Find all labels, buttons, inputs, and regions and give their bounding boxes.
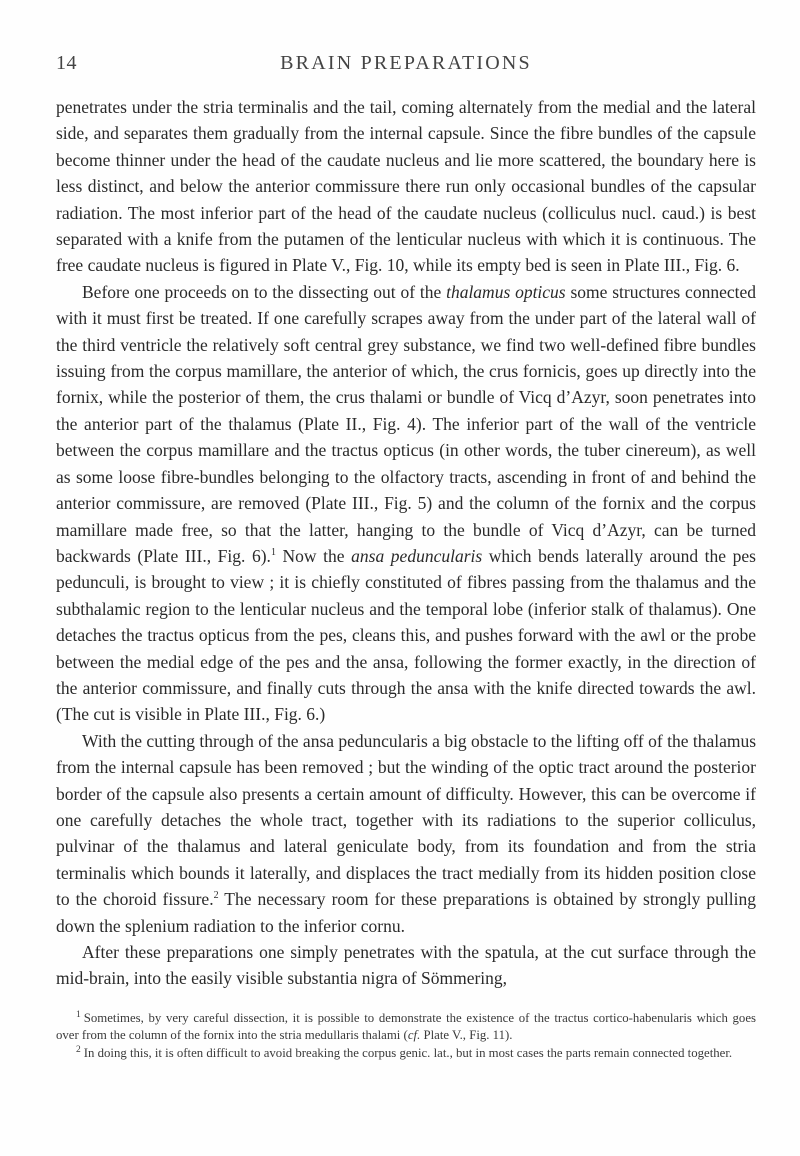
footnote xyxy=(56,1010,756,1045)
text-run: In doing this, it is often difficult to avoid breaking the corpus genic. lat., but in most cases the parts remain connected together. xyxy=(83,1046,733,1060)
paragraph xyxy=(56,279,756,728)
paragraph xyxy=(56,94,756,279)
footnote-reference: 2 xyxy=(213,890,219,902)
text-run: Now the xyxy=(275,545,352,566)
italic-term: thalamus opticus xyxy=(446,281,566,302)
footnote xyxy=(56,1045,756,1063)
text-run: With the cutting through of the ansa peduncularis a big obstacle to the lifting off of the thalamus from the internal capsule has been removed ; but the winding of the optic tract around the posterior border of the capsule also presents a certain amount of difficulty. However, this can be overcome if one carefully detaches the whole tract, together with its radiations to the superior colliculus, pulvinar of the thalamus and lateral geniculate body, from its foundation and from the stria terminalis which bounds it laterally, and displaces the tract medially from its hidden position close to the choroid fissure. xyxy=(56,730,757,910)
page-header xyxy=(56,52,756,80)
italic-term: cf. xyxy=(407,1028,421,1043)
text-run: Plate V., Fig. 11). xyxy=(420,1028,513,1043)
text-run: Before one proceeds on to the dissecting out of the xyxy=(82,281,447,302)
body-text xyxy=(56,94,756,992)
footnote-reference: 1 xyxy=(270,547,276,559)
paragraph xyxy=(56,939,756,992)
text-run: Sometimes, by very careful dissection, it is possible to demonstrate the existence of the tractus cortico-habenularis which goes over from the column of the fornix into the stria medullaris thalami ( xyxy=(56,1010,756,1043)
footnotes xyxy=(56,1010,756,1063)
text-run: The necessary room for these preparations is obtained by strongly pulling down the splenium radiation to the inferior cornu. xyxy=(56,889,756,936)
italic-term: ansa peduncularis xyxy=(351,545,483,566)
running-title: BRAIN PREPARATIONS xyxy=(280,52,532,74)
text-run: which bends laterally around the pes pedunculi, is brought to view ; it is chiefly constituted of fibres passing from the thalamus and the subthalamic region to the lenticular nucleus and the temporal lobe (inferior stalk of thalamus). One detaches the tractus opticus from the pes, cleans this, and pushes forward with the awl or the probe between the medial edge of the pes and the ansa, following the former exactly, in the direction of the anterior commissure, and finally cuts through the ansa with the knife directed towards the awl. (The cut is visible in Plate III., Fig. 6.) xyxy=(56,545,756,725)
text-run: penetrates under the stria terminalis and the tail, coming alternately from the medial and the lateral side, and separates them gradually from the internal capsule. Since the fibre bundles of the capsule become thinner under the head of the caudate nucleus and lie more scattered, the boundary here is less distinct, and below the anterior commissure there run only occasional bundles of the capsular radiation. The most inferior part of the head of the caudate nucleus (colliculus nucl. caud.) is best separated with a knife from the putamen of the lenticular nucleus with which it is continuous. The free caudate nucleus is figured in Plate V., Fig. 10, while its empty bed is seen in Plate III., Fig. 6. xyxy=(56,97,756,276)
footnote-mark: 1 xyxy=(76,1009,81,1020)
page-number: 14 xyxy=(56,52,77,74)
text-run: some structures connected with it must first be treated. If one carefully scrapes away from the under part of the lateral wall of the third ventricle the relatively soft central grey substance, we find two well-defined fibre bundles issuing from the corpus mamillare, the anterior of which, the crus fornicis, goes up directly into the fornix, while the posterior of them, the crus thalami or bundle of Vicq d’Azyr, soon penetrates into the anterior part of the thalamus (Plate II., Fig. 4). The inferior part of the wall of the ventricle between the corpus mamillare and the tractus opticus (in other words, the tuber cinereum), as well as some loose fibre-bundles belonging to the olfactory tracts, ascending in front of and behind the anterior commissure, are removed (Plate III., Fig. 5) and the column of the fornix and the corpus mamillare made free, so that the latter, hanging to the bundle of Vicq d’Azyr, can be turned backwards (Plate III., Fig. 6). xyxy=(56,281,756,566)
text-run: After these preparations one simply penetrates with the spatula, at the cut surface through the mid-brain, into the easily visible substantia nigra of Sömmering, xyxy=(56,942,756,989)
footnote-mark: 2 xyxy=(76,1044,81,1055)
paragraph xyxy=(56,728,756,939)
book-page xyxy=(56,52,756,1063)
